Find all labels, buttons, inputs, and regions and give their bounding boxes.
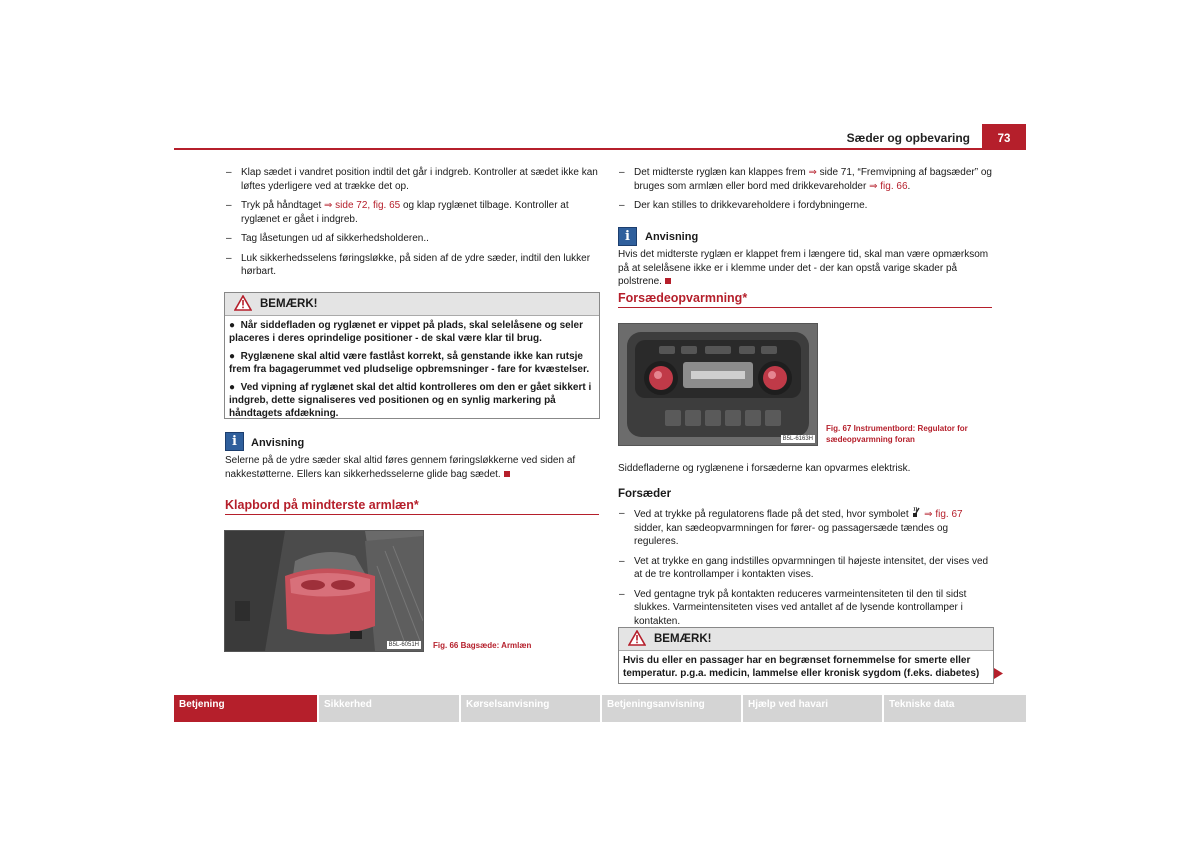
- header-rule: [174, 148, 1026, 150]
- list-item: – Tryk på håndtaget ⇒ side 72, fig. 65 og klap ryglænet tilbage. Kontroller at ryglænet er gået i indgreb.: [226, 200, 569, 225]
- continue-arrow-icon: [994, 666, 1003, 684]
- list-item: – Der kan stilles to drikkevareholdere i fordybningerne.: [619, 200, 868, 211]
- subheading: Forsæder: [618, 488, 672, 500]
- page-number: 73: [982, 124, 1026, 148]
- armrest-figure: [224, 530, 424, 652]
- section-rule: [225, 514, 599, 515]
- figure-code: B5L-6163H: [782, 436, 813, 442]
- section-title: Forsædeopvarmning*: [618, 291, 748, 305]
- info-icon: i: [618, 227, 637, 246]
- list-item: – Vet at trykke en gang indstilles opvarmningen til højeste intensitet, der vises ved at de tre kontrollamper i kontakten vises.: [619, 555, 989, 580]
- list-item: – Ved gentagne tryk på kontakten reduceres varmeintensiteten til den til sidst slukkes. Varmeintensiteten vises ved antallet af de lysende kontrollamper i kontakten.: [619, 588, 967, 627]
- list-item: – Luk sikkerhedsselens føringsløkke, på siden af de ydre sæder, indtil den lukker hørbart.: [226, 252, 591, 277]
- end-marker: [665, 278, 671, 284]
- figure-caption: Fig. 66 Bagsæde: Armlæn: [433, 641, 532, 650]
- warning-box: [224, 292, 600, 419]
- warning-item: ● Når siddefladen og ryglænet er vippet på plads, skal selelåsene og seler placeres i deres oprindelige positioner - de skal være klar til brug.: [229, 320, 583, 344]
- cross-reference-link[interactable]: ⇒ fig. 66: [869, 180, 908, 192]
- warning-item: ● Ryglænene skal altid være fastlåst korrekt, så genstande ikke kan rutsje frem fra bagagerummet ved pludselige opbremsninger - fare for kvæstelser.: [229, 351, 590, 375]
- warning-header: [619, 628, 993, 651]
- warning-body: [225, 316, 599, 428]
- note-text: Selerne på de ydre sæder skal altid føres gennem føringsløkkerne ved siden af nakkestøtterne. Ellers kan sikkerhedsselerne glide bag sædet.: [225, 455, 576, 480]
- info-icon: i: [225, 432, 244, 451]
- cross-reference-link[interactable]: ⇒ side 72, fig. 65: [324, 200, 401, 211]
- right-bullets: [618, 166, 992, 219]
- note-title: Anvisning: [645, 231, 699, 243]
- list-item: – Tag låsetungen ud af sikkerhedsholderen..: [226, 233, 429, 244]
- list-item: – Klap sædet i vandret position indtil det går i indgreb. Kontroller at sædet ikke kan løftes yderligere ved at trække det op.: [226, 167, 598, 192]
- warning-title: BEMÆRK!: [654, 633, 712, 645]
- left-bullets: [225, 166, 598, 285]
- figure-code: B5L-6051H: [388, 642, 419, 648]
- footer-tab-sikkerhed[interactable]: Sikkerhed: [319, 695, 459, 722]
- note-text: Hvis det midterste ryglæn er klappet frem i længere tid, skal man være opmærksom på at selelåsene ikke er i klemme under det - der kan opstå varige skader på polstrene.: [618, 249, 989, 287]
- note-title: Anvisning: [251, 437, 305, 449]
- end-marker: [504, 471, 510, 477]
- footer-tab-betjeningsanvisning[interactable]: Betjeningsanvisning: [602, 695, 741, 722]
- list-item: – Det midterste ryglæn kan klappes frem ⇒ side 71, “Fremvipning af bagsæder” og bruges som armlæn eller bord med drikkevareholder ⇒ fig. 66.: [619, 167, 992, 192]
- section-title: Klapbord på mindterste armlæn*: [225, 498, 419, 512]
- cross-reference-link[interactable]: ⇒: [808, 167, 817, 178]
- list-item: – Ved at trykke på regulatorens flade på det sted, hvor symbolet ⇒ fig. 67 sidder, kan sædeopvarmningen for fører- og passagersæde tændes og reguleres.: [619, 508, 963, 547]
- page-header-title: Sæder og opbevaring: [846, 131, 970, 145]
- section-rule: [618, 307, 992, 308]
- footer-tab-hjaelp-ved-havari[interactable]: Hjælp ved havari: [743, 695, 882, 722]
- warning-box: [618, 627, 994, 684]
- warning-triangle-icon: [628, 630, 646, 649]
- cross-reference-link[interactable]: ⇒ fig. 67: [924, 509, 963, 520]
- warning-body: Hvis du eller en passager har en begrænset fornemmelse for smerte eller temperatur. p.g.a. medicin, lammelse eller kronisk sygdom (f.eks. diabetes): [623, 655, 980, 679]
- warning-triangle-icon: [234, 295, 252, 314]
- warning-title: BEMÆRK!: [260, 298, 318, 310]
- footer-tab-tekniske-data[interactable]: Tekniske data: [884, 695, 1026, 722]
- figure-caption: Fig. 67 Instrumentbord: Regulator for sædeopvarmning foran: [826, 424, 968, 444]
- warning-item: ● Ved vipning af ryglænet skal det altid kontrolleres om den er gået sikkert i indgreb, dette signaliseres ved positionen og en synlig markering på håndtagets afdækning.: [229, 382, 592, 419]
- footer-tab-korselsanvisning[interactable]: Kørselsanvisning: [461, 695, 600, 722]
- warning-header: [225, 293, 599, 316]
- right-bullets-2: [618, 507, 992, 634]
- footer-tab-betjening[interactable]: Betjening: [174, 695, 317, 722]
- climate-control-figure: [618, 323, 818, 446]
- intro-text: Siddefladerne og ryglænene i forsæderne kan opvarmes elektrisk.: [618, 463, 911, 474]
- seat-heating-icon: [911, 507, 921, 517]
